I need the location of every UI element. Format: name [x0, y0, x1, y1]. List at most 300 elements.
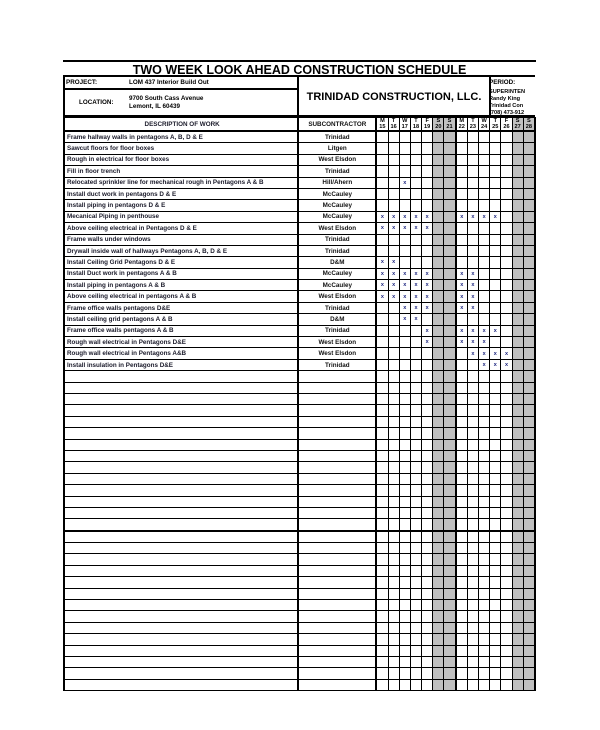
- task-description: Relocated sprinkler line for mechanical rough in Pentagons A & B: [64, 177, 298, 188]
- day-cell: [490, 393, 501, 404]
- day-cell-marked: x: [467, 337, 478, 348]
- day-cell: [388, 325, 399, 336]
- day-cell: [523, 656, 535, 667]
- day-cell: [399, 507, 410, 518]
- day-cell: [490, 645, 501, 656]
- day-cell: [501, 382, 512, 393]
- day-cell: [512, 348, 523, 359]
- day-cell: [376, 314, 388, 325]
- day-cell: [512, 588, 523, 599]
- day-cell: [376, 393, 388, 404]
- day-cell: [399, 131, 410, 143]
- day-cell: [501, 668, 512, 679]
- task-subcontractor: [298, 428, 376, 439]
- day-cell: [410, 531, 421, 543]
- day-cell-marked: x: [467, 291, 478, 302]
- day-cell: [399, 371, 410, 382]
- task-description: [64, 382, 298, 393]
- day-cell: [501, 223, 512, 234]
- day-cell: [376, 531, 388, 543]
- day-cell: [523, 668, 535, 679]
- blank-row: [64, 543, 535, 554]
- day-cell: [490, 200, 501, 211]
- day-cell: [512, 154, 523, 165]
- day-cell-marked: x: [410, 211, 421, 222]
- day-cell: [388, 600, 399, 611]
- day-cell: [410, 519, 421, 531]
- day-cell-marked: x: [410, 223, 421, 234]
- day-cell: [422, 634, 433, 645]
- day-cell: [456, 439, 468, 450]
- day-cell: [456, 416, 468, 427]
- day-cell: [501, 325, 512, 336]
- day-cell: [479, 166, 490, 177]
- day-cell: [399, 543, 410, 554]
- day-cell: [501, 428, 512, 439]
- day-cell: [410, 405, 421, 416]
- day-cell: [523, 154, 535, 165]
- day-cell: [490, 234, 501, 245]
- day-header: [512, 118, 523, 132]
- day-cell: [433, 462, 444, 473]
- day-cell: [422, 234, 433, 245]
- day-cell-marked: x: [376, 291, 388, 302]
- day-cell: [456, 507, 468, 518]
- day-cell: [512, 668, 523, 679]
- day-cell: [388, 245, 399, 256]
- day-cell: [410, 668, 421, 679]
- day-cell: [399, 166, 410, 177]
- day-cell: [376, 450, 388, 461]
- day-cell: [501, 622, 512, 633]
- day-cell: [479, 554, 490, 565]
- day-cell: [399, 143, 410, 154]
- day-cell: [433, 325, 444, 336]
- day-cell: [444, 325, 456, 336]
- day-cell: [376, 439, 388, 450]
- blank-row: [64, 679, 535, 690]
- day-number: 27: [514, 124, 521, 130]
- task-description: [64, 485, 298, 496]
- day-cell: [467, 382, 478, 393]
- day-cell: [410, 416, 421, 427]
- day-cell: [388, 519, 399, 531]
- day-cell: [523, 211, 535, 222]
- day-cell: [433, 257, 444, 268]
- day-cell: [410, 348, 421, 359]
- day-cell: [422, 600, 433, 611]
- day-cell: [523, 543, 535, 554]
- day-cell: [444, 188, 456, 199]
- day-cell: [467, 223, 478, 234]
- day-cell: [388, 611, 399, 622]
- day-cell: [376, 177, 388, 188]
- day-cell: [501, 245, 512, 256]
- day-letter: M: [380, 118, 385, 124]
- task-row: [64, 154, 535, 165]
- day-cell: [399, 611, 410, 622]
- task-subcontractor: [298, 485, 376, 496]
- day-cell: [467, 668, 478, 679]
- day-cell: [523, 200, 535, 211]
- day-cell: [422, 656, 433, 667]
- day-cell: [433, 177, 444, 188]
- day-cell: [410, 679, 421, 690]
- day-cell: [410, 543, 421, 554]
- day-cell: [523, 507, 535, 518]
- task-description: [64, 645, 298, 656]
- day-cell: [490, 577, 501, 588]
- day-cell-marked: x: [456, 268, 468, 279]
- day-cell: [456, 405, 468, 416]
- day-cell: [410, 450, 421, 461]
- day-cell: [501, 554, 512, 565]
- task-description: [64, 416, 298, 427]
- day-cell: [410, 462, 421, 473]
- blank-row: [64, 577, 535, 588]
- day-cell: [422, 348, 433, 359]
- task-description: [64, 507, 298, 518]
- task-subcontractor: West Elsdon: [298, 223, 376, 234]
- day-cell: [523, 393, 535, 404]
- day-cell: [399, 565, 410, 576]
- day-cell: [422, 485, 433, 496]
- day-cell-marked: x: [376, 280, 388, 291]
- day-cell: [399, 588, 410, 599]
- day-cell: [410, 496, 421, 507]
- task-subcontractor: Litgen: [298, 143, 376, 154]
- day-cell: [512, 531, 523, 543]
- day-cell: [444, 588, 456, 599]
- day-cell: [490, 679, 501, 690]
- day-cell: [501, 611, 512, 622]
- task-subcontractor: McCauley: [298, 188, 376, 199]
- day-cell: [388, 507, 399, 518]
- task-row: [64, 200, 535, 211]
- day-cell: [433, 588, 444, 599]
- day-cell: [523, 291, 535, 302]
- day-cell: [467, 143, 478, 154]
- day-number: 17: [401, 124, 408, 130]
- day-cell: [422, 177, 433, 188]
- day-cell: [376, 588, 388, 599]
- day-cell: [456, 543, 468, 554]
- day-cell: [388, 462, 399, 473]
- day-cell: [523, 450, 535, 461]
- day-cell: [376, 348, 388, 359]
- day-cell-marked: x: [479, 348, 490, 359]
- day-cell: [456, 519, 468, 531]
- day-cell: [456, 485, 468, 496]
- day-cell: [444, 371, 456, 382]
- task-subcontractor: [298, 405, 376, 416]
- day-cell: [523, 565, 535, 576]
- day-cell: [479, 223, 490, 234]
- day-cell: [399, 473, 410, 484]
- task-subcontractor: Trinidad: [298, 166, 376, 177]
- day-cell: [467, 359, 478, 370]
- blank-row: [64, 600, 535, 611]
- day-cell: [410, 507, 421, 518]
- day-cell: [376, 679, 388, 690]
- day-cell: [444, 622, 456, 633]
- day-cell: [490, 439, 501, 450]
- project-row: [65, 77, 297, 90]
- day-cell: [422, 416, 433, 427]
- day-cell: [512, 565, 523, 576]
- day-cell: [376, 622, 388, 633]
- day-cell: [410, 485, 421, 496]
- day-cell: [512, 679, 523, 690]
- day-cell: [501, 131, 512, 143]
- header-block: [63, 75, 535, 117]
- day-header: [523, 118, 535, 132]
- day-cell: [399, 428, 410, 439]
- day-cell: [512, 519, 523, 531]
- company-name: TRINIDAD CONSTRUCTION, LLC.: [297, 77, 491, 117]
- day-cell: [490, 280, 501, 291]
- day-cell: [501, 496, 512, 507]
- day-cell: [376, 634, 388, 645]
- day-cell: [399, 577, 410, 588]
- day-cell: [399, 485, 410, 496]
- day-cell: [523, 337, 535, 348]
- day-cell: [399, 393, 410, 404]
- day-cell: [422, 507, 433, 518]
- day-cell: [388, 131, 399, 143]
- blank-row: [64, 382, 535, 393]
- day-cell: [456, 245, 468, 256]
- task-description: Above ceiling electrical in pentagons A & B: [64, 291, 298, 302]
- day-cell: [501, 531, 512, 543]
- day-cell: [512, 450, 523, 461]
- superintendent-phone: (708) 473-912: [489, 110, 525, 116]
- day-cell: [444, 485, 456, 496]
- day-cell-marked: x: [467, 268, 478, 279]
- day-cell: [444, 314, 456, 325]
- day-cell: [467, 611, 478, 622]
- day-header: [467, 118, 478, 132]
- day-cell: [388, 450, 399, 461]
- day-cell: [501, 462, 512, 473]
- document-title: [63, 60, 536, 76]
- day-letter: S: [515, 118, 520, 124]
- day-cell: [523, 611, 535, 622]
- day-cell: [399, 439, 410, 450]
- day-cell: [388, 554, 399, 565]
- day-cell: [501, 485, 512, 496]
- task-subcontractor: Trinidad: [298, 245, 376, 256]
- day-cell: [490, 416, 501, 427]
- day-cell: [433, 634, 444, 645]
- task-subcontractor: [298, 668, 376, 679]
- day-cell: [433, 496, 444, 507]
- day-cell-marked: x: [388, 223, 399, 234]
- day-cell: [467, 200, 478, 211]
- day-cell: [422, 154, 433, 165]
- day-cell: [512, 257, 523, 268]
- day-cell: [433, 485, 444, 496]
- day-cell: [523, 177, 535, 188]
- day-cell: [512, 554, 523, 565]
- day-cell: [399, 668, 410, 679]
- day-cell: [490, 668, 501, 679]
- day-cell: [512, 268, 523, 279]
- day-cell: [467, 257, 478, 268]
- day-letter: T: [391, 118, 396, 124]
- day-cell: [512, 416, 523, 427]
- day-cell: [388, 337, 399, 348]
- day-cell: [501, 439, 512, 450]
- day-cell: [433, 143, 444, 154]
- day-cell: [422, 166, 433, 177]
- day-cell: [444, 416, 456, 427]
- task-subcontractor: [298, 507, 376, 518]
- day-cell: [523, 496, 535, 507]
- day-cell: [410, 588, 421, 599]
- day-cell: [410, 245, 421, 256]
- day-cell-marked: x: [456, 291, 468, 302]
- task-subcontractor: [298, 656, 376, 667]
- superintendent-company: Trinidad Con: [489, 103, 524, 109]
- day-cell: [523, 405, 535, 416]
- day-cell: [479, 234, 490, 245]
- day-cell: [388, 645, 399, 656]
- day-cell: [523, 634, 535, 645]
- day-cell: [399, 188, 410, 199]
- day-cell: [433, 188, 444, 199]
- day-cell: [501, 302, 512, 313]
- location-label: LOCATION:: [79, 99, 114, 106]
- task-description: [64, 543, 298, 554]
- day-cell: [479, 200, 490, 211]
- day-cell-marked: x: [422, 291, 433, 302]
- day-number: 19: [424, 124, 431, 130]
- day-cell: [376, 600, 388, 611]
- task-description: [64, 554, 298, 565]
- day-cell: [490, 166, 501, 177]
- task-row: [64, 177, 535, 188]
- task-subcontractor: [298, 439, 376, 450]
- day-cell: [490, 507, 501, 518]
- day-cell: [456, 679, 468, 690]
- day-cell: [399, 634, 410, 645]
- day-cell-marked: x: [376, 211, 388, 222]
- day-cell: [501, 177, 512, 188]
- day-cell-marked: x: [422, 211, 433, 222]
- day-cell-marked: x: [467, 302, 478, 313]
- day-cell: [433, 154, 444, 165]
- day-cell: [444, 268, 456, 279]
- task-subcontractor: [298, 600, 376, 611]
- day-cell: [523, 166, 535, 177]
- day-cell: [433, 645, 444, 656]
- day-cell: [512, 622, 523, 633]
- day-cell-marked: x: [399, 302, 410, 313]
- task-subcontractor: McCauley: [298, 268, 376, 279]
- day-cell: [490, 496, 501, 507]
- day-cell: [456, 131, 468, 143]
- day-letter: W: [402, 118, 408, 124]
- day-cell: [433, 507, 444, 518]
- day-cell: [479, 485, 490, 496]
- day-cell: [376, 473, 388, 484]
- day-cell: [490, 177, 501, 188]
- task-description: [64, 634, 298, 645]
- day-cell: [490, 257, 501, 268]
- day-cell: [410, 188, 421, 199]
- day-cell: [422, 371, 433, 382]
- day-cell-marked: x: [467, 325, 478, 336]
- day-cell: [422, 679, 433, 690]
- task-description: Install Ceiling Grid Pentagons D & E: [64, 257, 298, 268]
- task-row: [64, 291, 535, 302]
- day-cell: [444, 348, 456, 359]
- day-cell: [410, 473, 421, 484]
- day-cell: [399, 450, 410, 461]
- day-cell: [523, 371, 535, 382]
- task-description: [64, 371, 298, 382]
- blank-row: [64, 531, 535, 543]
- day-cell: [501, 154, 512, 165]
- day-cell-marked: x: [467, 348, 478, 359]
- day-cell: [376, 543, 388, 554]
- task-description: [64, 611, 298, 622]
- day-cell: [444, 131, 456, 143]
- task-subcontractor: [298, 543, 376, 554]
- day-cell: [512, 211, 523, 222]
- day-cell-marked: x: [410, 314, 421, 325]
- day-cell: [399, 359, 410, 370]
- day-cell: [410, 359, 421, 370]
- day-cell-marked: x: [456, 211, 468, 222]
- day-cell: [479, 656, 490, 667]
- day-cell: [444, 600, 456, 611]
- day-cell-marked: x: [410, 302, 421, 313]
- day-cell: [422, 359, 433, 370]
- day-cell: [467, 543, 478, 554]
- day-cell: [456, 668, 468, 679]
- day-cell-marked: x: [422, 268, 433, 279]
- day-cell: [444, 645, 456, 656]
- day-cell: [433, 565, 444, 576]
- day-cell: [422, 577, 433, 588]
- day-cell: [433, 416, 444, 427]
- task-row: [64, 337, 535, 348]
- task-description: Frame walls under windows: [64, 234, 298, 245]
- day-letter: M: [459, 118, 465, 124]
- day-cell: [501, 166, 512, 177]
- day-cell-marked: x: [388, 280, 399, 291]
- day-cell: [376, 405, 388, 416]
- day-cell: [410, 200, 421, 211]
- day-cell: [388, 416, 399, 427]
- day-cell: [422, 439, 433, 450]
- day-cell: [422, 668, 433, 679]
- day-header: [376, 118, 388, 132]
- day-cell: [523, 577, 535, 588]
- day-cell: [376, 234, 388, 245]
- day-cell: [422, 519, 433, 531]
- day-cell: [433, 531, 444, 543]
- day-cell: [388, 393, 399, 404]
- day-cell: [512, 188, 523, 199]
- day-cell: [523, 143, 535, 154]
- day-cell: [456, 656, 468, 667]
- day-cell-marked: x: [399, 223, 410, 234]
- day-cell: [410, 337, 421, 348]
- blank-row: [64, 507, 535, 518]
